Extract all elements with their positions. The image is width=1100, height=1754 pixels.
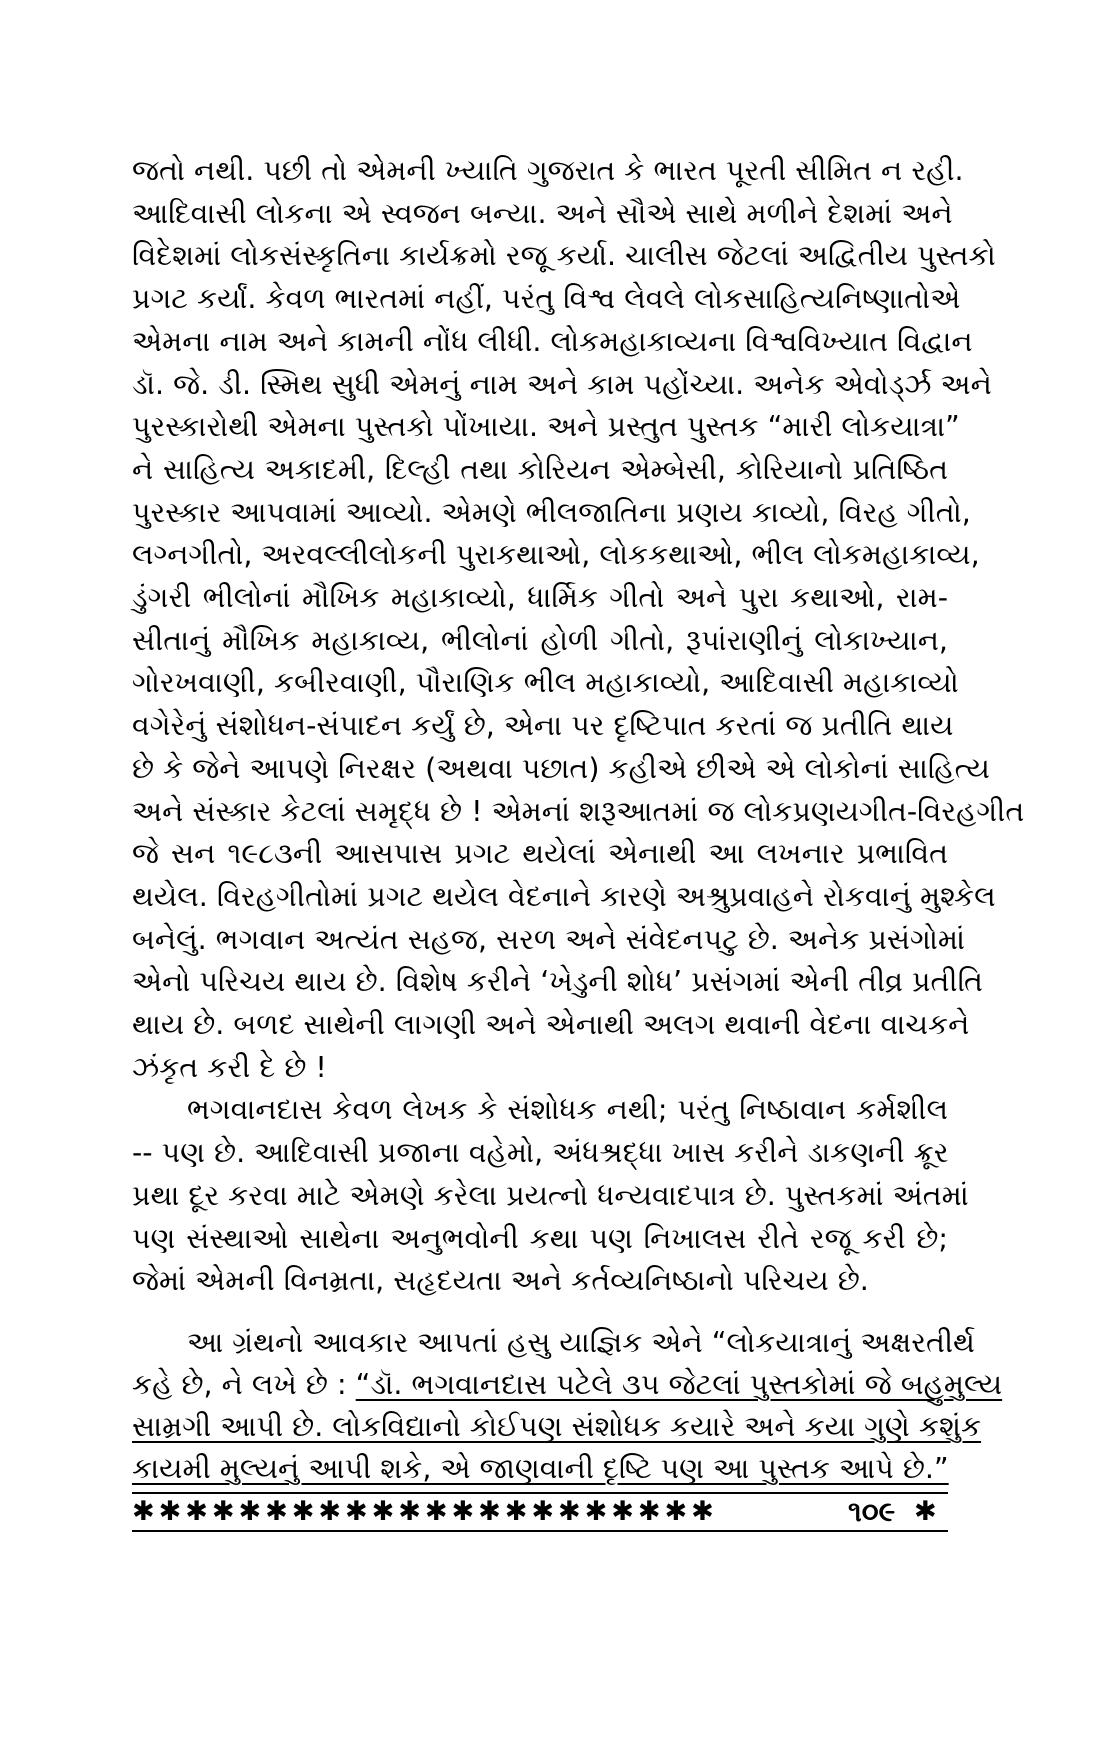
paragraph-3-line-1: આ ગ્રંથનો આવકાર આપતાં હસુ યાજ્ઞિક એને “લોકયાત્રાનું અક્ષરતીર્થ xyxy=(187,1326,975,1359)
paragraph2-line: -- પણ છે. આદિવાસી પ્રજાના વહેમો, અંધશ્રદ્ધા ખાસ કરીને ડાકણની ક્રૂર xyxy=(132,1136,949,1170)
paragraph1-line: પુરસ્કારોથી એમના પુસ્તકો પોંખાયા. અને પ્રસ્તુત પુસ્તક “મારી લોકયાત્રા” xyxy=(132,410,960,444)
paragraph1-line: ગોરખવાણી, કબીરવાણી, પૌરાણિક ભીલ મહાકાવ્યો, આદિવાસી મહાકાવ્યો xyxy=(132,666,959,700)
page-number: ૧૦૯ xyxy=(848,1495,896,1528)
paragraph2-line: જેમાં એમની વિનમ્રતા, સહૃદયતા અને કર્તવ્યનિષ્ઠાનો પરિચય છે. xyxy=(132,1264,869,1298)
paragraph1-line: સીતાનું મૌખિક મહાકાવ્ય, ભીલોનાં હોળી ગીતો, રૂપાંરાણીનું લોકાખ્યાન, xyxy=(132,623,948,657)
paragraph1-line: જે સન ૧૯૮૩ની આસપાસ પ્રગટ થયેલાં એનાથી આ લખનાર પ્રભાવિત xyxy=(132,837,948,871)
paragraph1-line: ડૉ. જે. ડી. સ્મિથ સુધી એમનું નામ અને કામ પહોંચ્યા. અનેક એવોર્ડ્ઝ અને xyxy=(132,367,992,401)
paragraph1-line: બનેલું. ભગવાન અત્યંત સહજ, સરળ અને સંવેદનપટુ છે. અનેક પ્રસંગોમાં xyxy=(132,922,965,956)
quote-text-1: “ડૉ. ભગવાનદાસ પટેલે ૩૫ જેટલાં પુસ્તકોમાં જે બહુમુલ્ય xyxy=(355,1368,1003,1401)
paragraph2-line: પ્રથા દૂર કરવા માટે એમણે કરેલા પ્રયત્નો ધન્યવાદપાત્ર છે. પુસ્તકમાં અંતમાં xyxy=(132,1178,969,1212)
paragraph1-line: વિદેશમાં લોકસંસ્કૃતિના કાર્યક્રમો રજૂ કર્યા. ચાલીસ જેટલાં અદ્વિતીય પુસ્તકો xyxy=(132,239,996,273)
footer-rule-top xyxy=(132,1492,948,1494)
paragraph-3-line-2 xyxy=(132,1364,1003,1406)
paragraph1-line: થયેલ. વિરહગીતોમાં પ્રગટ થયેલ વેદનાને કારણે અશ્રુપ્રવાહને રોકવાનું મુશ્કેલ xyxy=(132,879,996,913)
paragraph1-line: ડુંગરી ભીલોનાં મૌખિક મહાકાવ્યો, ધાર્મિક ગીતો અને પુરા કથાઓ, રામ- xyxy=(132,581,948,615)
paragraph1-line: આદિવાસી લોકના એ સ્વજન બન્યા. અને સૌએ સાથે મળીને દેશમાં અને xyxy=(132,196,953,230)
paragraph1-line: એમના નામ અને કામની નોંધ લીધી. લોકમહાકાવ્યના વિશ્વવિખ્યાત વિદ્વાન xyxy=(132,324,973,358)
footer-end-star: ✱ xyxy=(914,1496,937,1527)
footer-rule-bottom xyxy=(132,1530,948,1532)
paragraph2-line: ભગવાનદાસ કેવળ લેખક કે સંશોધક નથી; પરંતુ નિષ્ઠાવાન કર્મશીલ xyxy=(187,1093,948,1127)
paragraph1-line: જતો નથી. પછી તો એમની ખ્યાતિ ગુજરાત કે ભારત પૂરતી સીમિત ન રહી. xyxy=(132,154,964,187)
paragraph1-line: વગેરેનું સંશોધન-સંપાદન કર્યું છે, એના પર દૃષ્ટિપાત કરતાં જ પ્રતીતિ થાય xyxy=(132,709,954,743)
body-text xyxy=(132,150,1025,1303)
paragraph1-line: એનો પરિચય થાય છે. વિશેષ કરીને ‘ખેડુની શોધ’ પ્રસંગમાં એની તીવ્ર પ્રતીતિ xyxy=(132,965,983,999)
paragraph1-line: થાય છે. બળદ સાથેની લાગણી અને એનાથી અલગ થવાની વેદના વાચકને xyxy=(132,1008,970,1042)
paragraph1-line: પ્રગટ કર્યાં. કેવળ ભારતમાં નહીં, પરંતુ વિશ્વ લેવલે લોકસાહિત્યનિષ્ણાતોએ xyxy=(132,282,961,316)
paragraph-3 xyxy=(132,1322,1003,1490)
quote-intro: કહે છે, ને લખે છે : xyxy=(132,1368,356,1401)
footer-star-ornament: ✱✱✱✱✱✱✱✱✱✱✱✱✱✱✱✱✱✱✱✱✱✱ xyxy=(132,1496,718,1527)
paragraph1-line: ને સાહિત્ય અકાદમી, દિલ્હી તથા કોરિયન એમ્બેસી, કોરિયાનો પ્રતિષ્ઠિત xyxy=(132,452,948,486)
quote-text-2: સામ્રગી આપી છે. લોકવિદ્યાનો કોઈપણ સંશોધક કયારે અને કયા ગુણે કશુંક xyxy=(132,1410,982,1443)
paragraph1-line: છે કે જેને આપણે નિરક્ષર (અથવા પછાત) કહીએ છીએ એ લોકોનાં સાહિત્ય xyxy=(132,751,990,785)
page-footer xyxy=(132,1492,948,1532)
quote-text-3: કાયમી મુલ્યનું આપી શકે, એ જાણવાની દૃષ્ટિ પણ આ પુસ્તક આપે છે.” xyxy=(132,1452,949,1485)
paragraph1-line: અને સંસ્કાર કેટલાં સમૃદ્ધ છે ! એમનાં શરૂઆતમાં જ લોકપ્રણયગીત-વિરહગીત xyxy=(132,794,1025,828)
paragraph2-line: પણ સંસ્થાઓ સાથેના અનુભવોની કથા પણ નિખાલસ રીતે રજૂ કરી છે; xyxy=(132,1221,948,1255)
paragraph1-line: પુરસ્કાર આપવામાં આવ્યો. એમણે ભીલજાતિના પ્રણય કાવ્યો, વિરહ ગીતો, xyxy=(132,495,971,529)
paragraph-2 xyxy=(132,1089,969,1303)
paragraph1-line: ઝંકૃત કરી દે છે ! xyxy=(132,1050,327,1084)
paragraph1-line: લગ્નગીતો, અરવલ્લીલોકની પુરાકથાઓ, લોકકથાઓ, ભીલ લોકમહાકાવ્ય, xyxy=(132,538,980,572)
paragraph-1 xyxy=(132,150,1025,1089)
